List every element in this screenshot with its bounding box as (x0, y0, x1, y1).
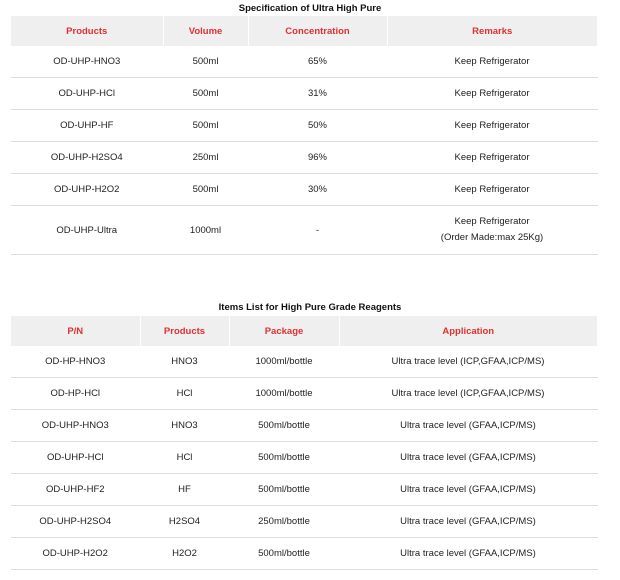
product-cell: H2O2 (140, 538, 229, 570)
items-header-row (11, 316, 597, 346)
remarks-note: (Order Made:max 25Kg) (440, 232, 544, 243)
remarks-cell: Keep Refrigerator (387, 174, 597, 206)
pn-cell: OD-UHP-HF2 (11, 474, 140, 506)
items-header-package: Package (229, 316, 339, 346)
product-cell: OD-UHP-HCl (11, 78, 163, 110)
items-header-application: Application (339, 316, 597, 346)
product-cell: OD-UHP-HF (11, 110, 163, 142)
application-cell: Ultra trace level (ICP,GFAA,ICP/MS) (339, 346, 597, 378)
spec-header-products: Products (11, 16, 163, 46)
volume-cell: 500ml (163, 46, 248, 78)
spec-header-concentration: Concentration (248, 16, 387, 46)
concentration-cell: 65% (248, 46, 387, 78)
spec-header-row (11, 16, 597, 46)
remarks-cell: Keep Refrigerator (387, 142, 597, 174)
product-cell: OD-UHP-HNO3 (11, 46, 163, 78)
product-cell: HF (140, 474, 229, 506)
application-cell: Ultra trace level (GFAA,ICP/MS) (339, 474, 597, 506)
volume-cell: 500ml (163, 174, 248, 206)
items-header-pn: P/N (11, 316, 140, 346)
items-header-products: Products (140, 316, 229, 346)
product-cell: OD-UHP-Ultra (11, 206, 163, 255)
concentration-cell: - (248, 206, 387, 255)
table-row (11, 46, 597, 78)
application-cell: Ultra trace level (ICP,GFAA,ICP/MS) (339, 378, 597, 410)
package-cell: 500ml/bottle (229, 538, 339, 570)
product-cell: OD-UHP-H2O2 (11, 174, 163, 206)
volume-cell: 500ml (163, 78, 248, 110)
table-row (11, 206, 597, 255)
application-cell: Ultra trace level (GFAA,ICP/MS) (339, 410, 597, 442)
package-cell: 500ml/bottle (229, 474, 339, 506)
spec-header-volume: Volume (163, 16, 248, 46)
table-row (11, 110, 597, 142)
pn-cell: OD-UHP-HNO3 (11, 410, 140, 442)
table-row (11, 410, 597, 442)
concentration-cell: 30% (248, 174, 387, 206)
pn-cell: OD-UHP-H2O2 (11, 538, 140, 570)
spec-header-remarks: Remarks (387, 16, 597, 46)
pn-cell: OD-UHP-HCl (11, 442, 140, 474)
pn-cell: OD-HP-HNO3 (11, 346, 140, 378)
concentration-cell: 50% (248, 110, 387, 142)
remarks-cell: Keep Refrigerator (387, 110, 597, 142)
table-row (11, 142, 597, 174)
items-table (11, 316, 598, 570)
product-cell: HNO3 (140, 346, 229, 378)
concentration-cell: 31% (248, 78, 387, 110)
volume-cell: 500ml (163, 110, 248, 142)
product-cell: HCl (140, 442, 229, 474)
product-cell: OD-UHP-H2SO4 (11, 142, 163, 174)
product-cell: HNO3 (140, 410, 229, 442)
table-row (11, 378, 597, 410)
package-cell: 500ml/bottle (229, 410, 339, 442)
table-row (11, 174, 597, 206)
product-cell: H2SO4 (140, 506, 229, 538)
spec-table (11, 16, 598, 255)
remarks-cell (387, 206, 597, 255)
table-row (11, 78, 597, 110)
pn-cell: OD-HP-HCl (11, 378, 140, 410)
package-cell: 500ml/bottle (229, 442, 339, 474)
product-cell: HCl (140, 378, 229, 410)
package-cell: 250ml/bottle (229, 506, 339, 538)
table-row (11, 442, 597, 474)
table-row (11, 474, 597, 506)
concentration-cell: 96% (248, 142, 387, 174)
application-cell: Ultra trace level (GFAA,ICP/MS) (339, 442, 597, 474)
remarks-text: Keep Refrigerator (454, 216, 530, 227)
table-row (11, 346, 597, 378)
volume-cell: 1000ml (163, 206, 248, 255)
remarks-cell: Keep Refrigerator (387, 46, 597, 78)
application-cell: Ultra trace level (GFAA,ICP/MS) (339, 506, 597, 538)
pn-cell: OD-UHP-H2SO4 (11, 506, 140, 538)
volume-cell: 250ml (163, 142, 248, 174)
items-table-title: Items List for High Pure Grade Reagents (218, 302, 402, 313)
table-row (11, 506, 597, 538)
table-row (11, 538, 597, 570)
package-cell: 1000ml/bottle (229, 346, 339, 378)
application-cell: Ultra trace level (GFAA,ICP/MS) (339, 538, 597, 570)
spec-table-title: Specification of Ultra High Pure (238, 3, 382, 14)
remarks-cell: Keep Refrigerator (387, 78, 597, 110)
package-cell: 1000ml/bottle (229, 378, 339, 410)
